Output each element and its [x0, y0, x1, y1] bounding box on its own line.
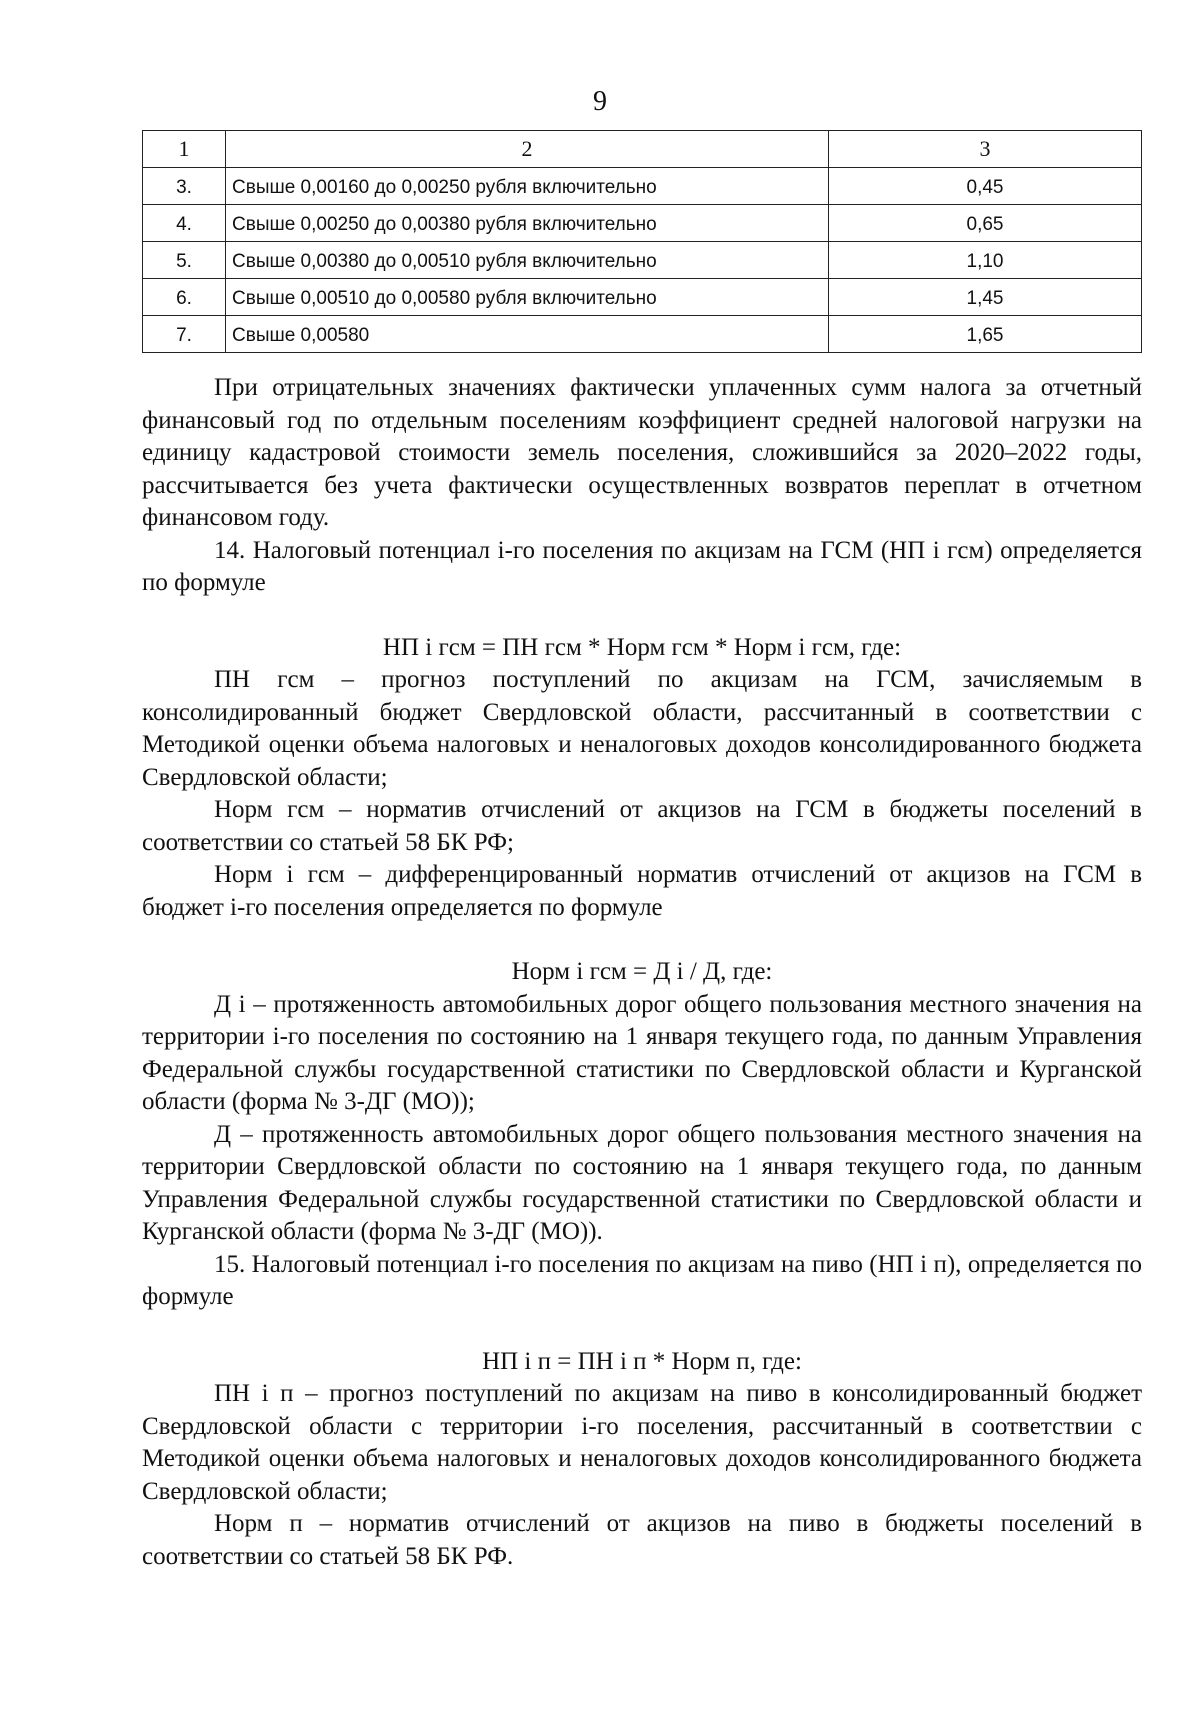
page-number: 9 — [593, 86, 607, 117]
paragraph-d-i: Д i – протяженность автомобильных дорог общего пользования местного значения на территории i-го поселения по состоянию на 1 января текущего года, по данным Управления Федеральной службы государственной статистики по Свердловской области и Курганской области (форма № 3-ДГ (МО)); — [142, 990, 1142, 1115]
range-cell: Свыше 0,00580 — [226, 316, 829, 353]
range-cell: Свыше 0,00250 до 0,00380 рубля включительно — [226, 205, 829, 242]
table-header-cell: 3 — [829, 131, 1142, 168]
coefficient-cell: 0,45 — [829, 168, 1142, 205]
paragraph-norm-p: Норм п – норматив отчислений от акцизов на пиво в бюджеты поселений в соответствии со статьей 58 БК РФ. — [142, 1510, 1142, 1570]
coefficient-cell: 1,45 — [829, 279, 1142, 316]
row-number-cell: 4. — [143, 205, 226, 242]
table-header-cell: 2 — [226, 131, 829, 168]
coefficient-cell: 0,65 — [829, 205, 1142, 242]
table-row — [143, 316, 1142, 353]
paragraph-d: Д – протяженность автомобильных дорог общего пользования местного значения на территории Свердловской области по состоянию на 1 января текущего года, по данным Управления Федеральной службы государственной статистики по Свердловской области и Курганской области (форма № 3-ДГ (МО)). — [142, 1120, 1142, 1245]
range-cell: Свыше 0,00380 до 0,00510 рубля включительно — [226, 242, 829, 279]
paragraph-item-14: 14. Налоговый потенциал i-го поселения по акцизам на ГСМ (НП i гсм) определяется по формуле — [142, 536, 1142, 596]
coefficient-cell: 1,65 — [829, 316, 1142, 353]
paragraph-pn-i-p: ПН i п – прогноз поступлений по акцизам на пиво в консолидированный бюджет Свердловской области с территории i-го поселения, рассчитанный в соответствии с Методикой оценки объема налоговых и неналоговых доходов консолидированного бюджета Свердловской области; — [142, 1380, 1142, 1505]
coefficient-table — [142, 130, 1142, 353]
formula-norm-i-gsm: Норм i гсм = Д i / Д, где: — [511, 958, 773, 985]
table-header-row — [143, 131, 1142, 168]
table-row — [143, 168, 1142, 205]
row-number-cell: 5. — [143, 242, 226, 279]
paragraph-norm-gsm: Норм гсм – норматив отчислений от акцизов на ГСМ в бюджеты поселений в соответствии со статьей 58 БК РФ; — [142, 796, 1142, 856]
table-row — [143, 205, 1142, 242]
range-cell: Свыше 0,00510 до 0,00580 рубля включительно — [226, 279, 829, 316]
paragraph-norm-i-gsm: Норм i гсм – дифференцированный норматив отчислений от акцизов на ГСМ в бюджет i-го поселения определяется по формуле — [142, 861, 1142, 921]
formula-np-i-p: НП i п = ПН i п * Норм п, где: — [482, 1347, 802, 1375]
table-row — [143, 242, 1142, 279]
range-cell: Свыше 0,00160 до 0,00250 рубля включительно — [226, 168, 829, 205]
row-number-cell: 7. — [143, 316, 226, 353]
paragraph-item-15: 15. Налоговый потенциал i-го поселения по акцизам на пиво (НП i п), определяется по формуле — [142, 1250, 1142, 1310]
row-number-cell: 3. — [143, 168, 226, 205]
coefficient-cell: 1,10 — [829, 242, 1142, 279]
paragraph-pn-gsm: ПН гсм – прогноз поступлений по акцизам на ГСМ, зачисляемым в консолидированный бюджет Свердловской области, рассчитанный в соответствии с Методикой оценки объема налоговых и неналоговых доходов консолидированного бюджета Свердловской области; — [142, 666, 1142, 791]
table-row — [143, 279, 1142, 316]
paragraph-negative-values: При отрицательных значениях фактически уплаченных сумм налога за отчетный финансовый год по отдельным поселениям коэффициент средней налоговой нагрузки на единицу кадастровой стоимости земель поселения, сложившийся за 2020–2022 годы, рассчитывается без учета фактически осуществленных возвратов переплат в отчетном финансовом году. — [142, 374, 1142, 531]
row-number-cell: 6. — [143, 279, 226, 316]
document-body — [142, 372, 1142, 1573]
table-header-cell: 1 — [143, 131, 226, 168]
formula-np-gsm: НП i гсм = ПН гсм * Норм гсм * Норм i гсм, где: — [382, 633, 902, 661]
